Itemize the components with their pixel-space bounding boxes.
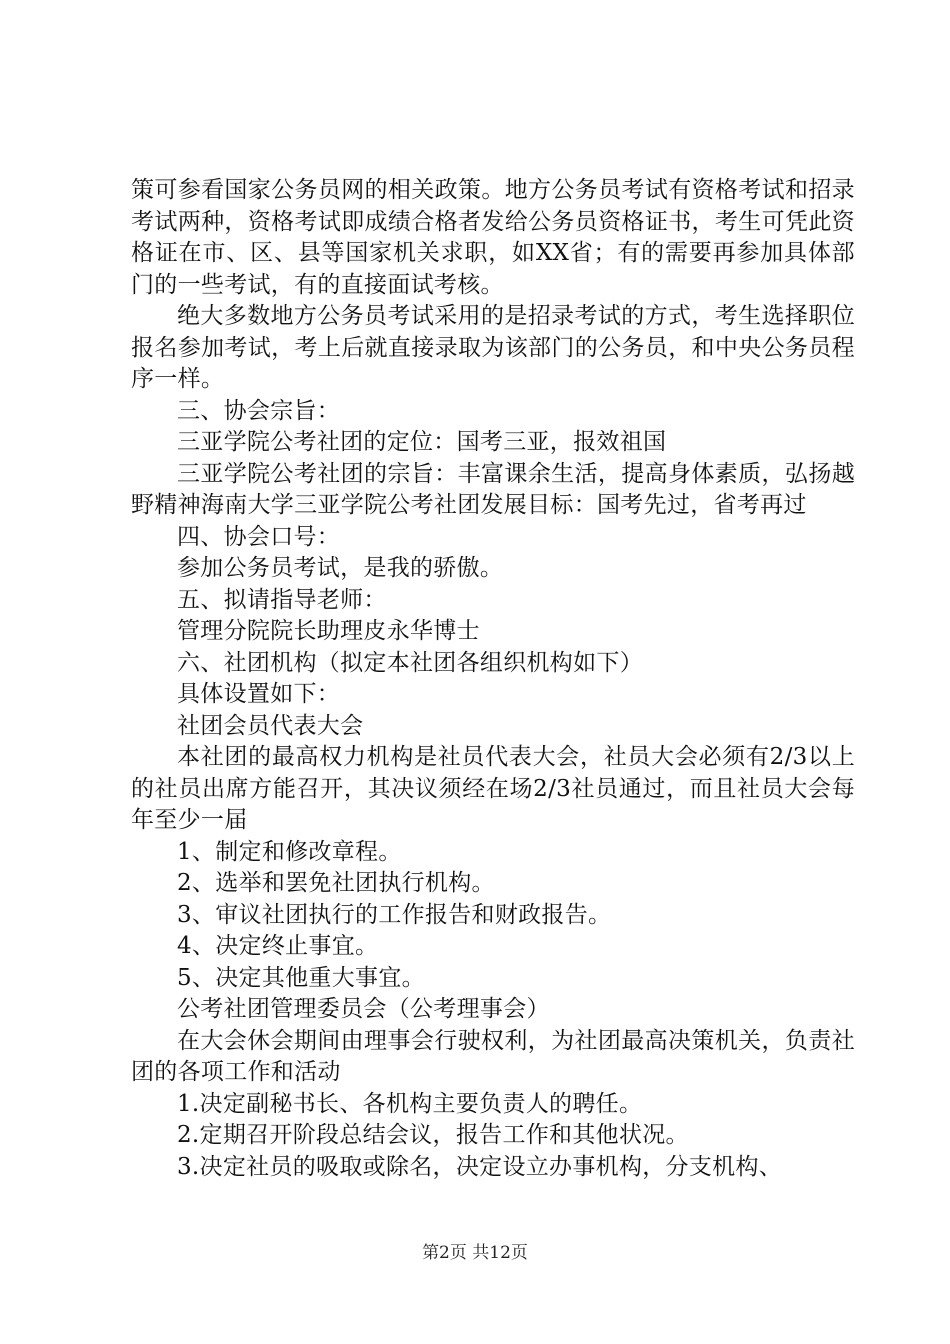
paragraph: 三亚学院公考社团的定位：国考三亚，报效祖国 <box>177 429 667 455</box>
section-heading: 四、协会口号： <box>177 523 341 550</box>
section-heading: 六、社团机构（拟定本社团各组织机构如下） <box>177 649 643 676</box>
list-item: 1、制定和修改章程。 <box>177 838 402 865</box>
section-heading: 五、拟请指导老师： <box>177 586 387 613</box>
page-number-footer: 第2页 共12页 <box>422 1243 528 1263</box>
paragraph: 本社团的最高权力机构是社员代表大会，社员大会必须有2/3以上的社员出席方能召开，其决议须经在场2/3社员通过，而且社员大会每年至少一届 <box>131 744 855 833</box>
list-item: 1.决定副秘书长、各机构主要负责人的聘任。 <box>177 1090 643 1117</box>
paragraph: 三亚学院公考社团的宗旨：丰富课余生活，提高身体素质，弘扬越野精神海南大学三亚学院公考社团发展目标：国考先过，省考再过 <box>131 460 855 518</box>
list-item: 4、决定终止事宜。 <box>177 933 379 959</box>
section-heading: 三、协会宗旨： <box>177 397 341 424</box>
list-item: 5、决定其他重大事宜。 <box>177 964 425 991</box>
paragraph: 绝大多数地方公务员考试采用的是招录考试的方式，考生选择职位报名参加考试，考上后就直接录取为该部门的公务员，和中央公务员程序一样。 <box>131 303 855 392</box>
list-item: 3.决定社员的吸取或除名，决定设立办事机构，分支机构、 <box>177 1153 783 1180</box>
list-item: 3、审议社团执行的工作报告和财政报告。 <box>177 901 612 928</box>
paragraph: 在大会休会期间由理事会行驶权利，为社团最高决策机关，负责社团的各项工作和活动 <box>131 1027 855 1085</box>
paragraph: 参加公务员考试，是我的骄傲。 <box>177 555 504 581</box>
subsection-heading: 公考社团管理委员会（公考理事会） <box>177 996 550 1022</box>
list-item: 2.定期召开阶段总结会议，报告工作和其他状况。 <box>177 1122 689 1148</box>
subsection-heading: 社团会员代表大会 <box>177 712 364 739</box>
document-body <box>131 175 855 1183</box>
paragraph: 具体设置如下： <box>177 681 341 707</box>
paragraph: 管理分院院长助理皮永华博士 <box>177 618 480 644</box>
paragraph: 策可参看国家公务员网的相关政策。地方公务员考试有资格考试和招录考试两种，资格考试即成绩合格者发给公务员资格证书，考生可凭此资格证在市、区、县等国家机关求职，如XX省；有的需要再参加具体部门的一些考试，有的直接面试考核。 <box>131 177 855 298</box>
list-item: 2、选举和罢免社团执行机构。 <box>177 870 495 896</box>
